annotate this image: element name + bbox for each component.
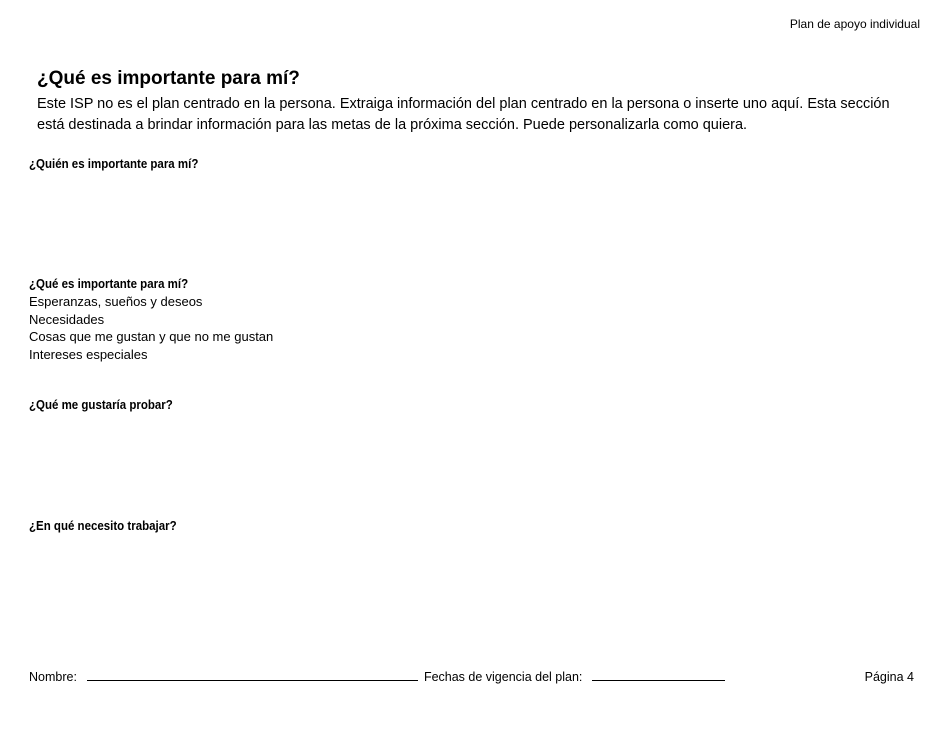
question-want-to-try: ¿Qué me gustaría probar? (29, 398, 173, 412)
list-item: Necesidades (29, 311, 105, 327)
page-footer (29, 669, 914, 684)
question-what-important: ¿Qué es importante para mí? (29, 277, 189, 291)
list-item: Intereses especiales (29, 346, 148, 362)
what-important-list (29, 293, 273, 363)
question-who-important: ¿Quién es importante para mí? (29, 157, 199, 171)
list-item: Cosas que me gustan y que no me gustan (29, 329, 274, 344)
plan-dates-label: Fechas de vigencia del plan: (423, 670, 583, 684)
name-label: Nombre: (29, 670, 77, 684)
plan-dates-field-line[interactable] (592, 669, 725, 681)
section-intro: Este ISP no es el plan centrado en la persona. Extraiga información del plan centrado en la persona o inserte uno aquí. Esta sección está destinada a brindar información para las metas de la próxima sección. Puede personalizarla como quiera. (37, 96, 890, 133)
document-title: Plan de apoyo individual (789, 17, 920, 31)
name-field-line[interactable] (87, 669, 418, 681)
question-need-to-work-on: ¿En qué necesito trabajar? (29, 519, 177, 533)
page-number: Página 4 (864, 670, 914, 684)
section-title: ¿Qué es importante para mí? (37, 68, 300, 89)
list-item: Esperanzas, sueños y deseos (29, 294, 203, 309)
